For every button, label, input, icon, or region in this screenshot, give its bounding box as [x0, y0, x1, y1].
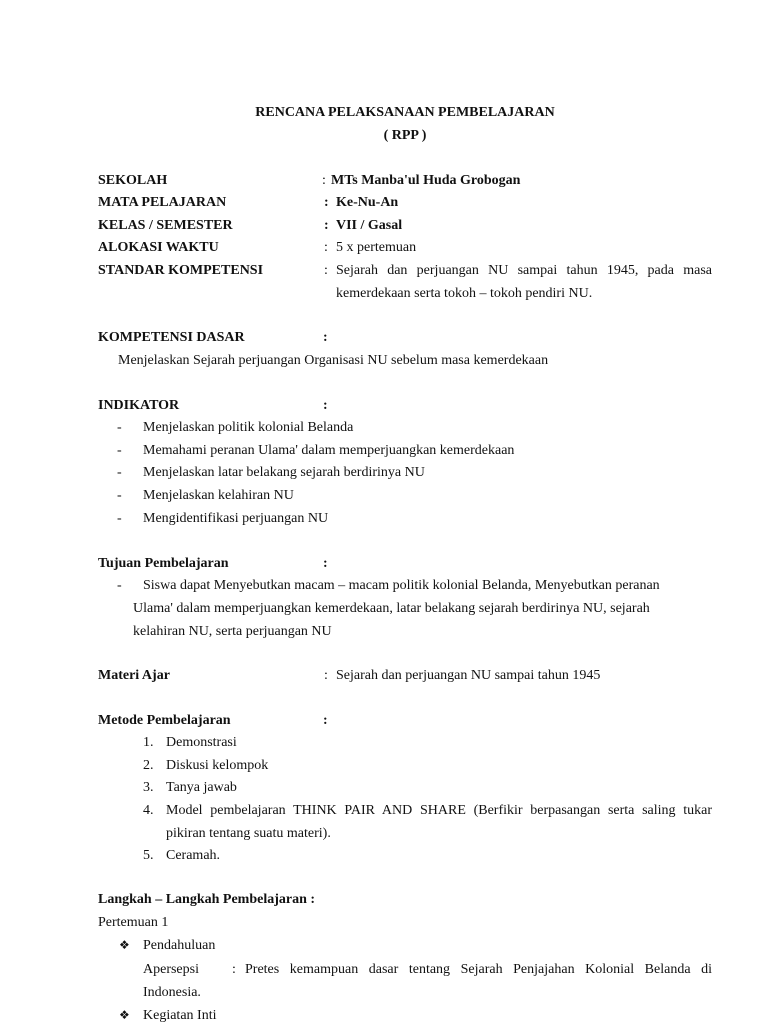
identity-separator: :: [324, 240, 328, 255]
identity-separator: :: [324, 263, 328, 278]
pendahuluan-label: Pendahuluan: [143, 938, 216, 953]
kompetensi-text: Menjelaskan Sejarah perjuangan Organisasi NU sebelum masa kemerdekaan: [118, 353, 549, 368]
metode-item: Ceramah.: [166, 848, 221, 863]
identity-label-class: KELAS / SEMESTER: [98, 218, 233, 233]
pertemuan-label: Pertemuan 1: [98, 915, 169, 930]
identity-label-school: SEKOLAH: [98, 173, 168, 188]
metode-item-number: 1.: [143, 735, 154, 750]
metode-item-number: 2.: [143, 758, 154, 773]
metode-item-number: 5.: [143, 848, 154, 863]
indikator-item: Mengidentifikasi perjuangan NU: [143, 511, 329, 526]
indikator-heading: INDIKATOR: [98, 398, 180, 413]
diamond-bullet-icon: ❖: [119, 1008, 130, 1022]
list-bullet: -: [117, 443, 122, 458]
materi-heading: Materi Ajar: [98, 668, 170, 683]
metode-item: Diskusi kelompok: [166, 758, 269, 773]
indikator-item: Menjelaskan latar belakang sejarah berdirinya NU: [143, 465, 425, 480]
tujuan-text-line1: Siswa dapat Menyebutkan macam – macam politik kolonial Belanda, Menyebutkan peranan: [143, 578, 660, 593]
identity-value-class: VII / Gasal: [336, 218, 403, 233]
tujuan-text-line3: kelahiran NU, serta perjuangan NU: [133, 624, 332, 639]
identity-value-competence-line2: kemerdekaan serta tokoh – tokoh pendiri NU.: [336, 286, 593, 301]
list-bullet: -: [117, 511, 122, 526]
identity-label-competence: STANDAR KOMPETENSI: [98, 263, 264, 278]
indikator-item: Menjelaskan kelahiran NU: [143, 488, 294, 503]
apersepsi-text-line2: Indonesia.: [143, 985, 201, 1000]
list-bullet: -: [117, 465, 122, 480]
identity-value-competence-line1: Sejarah dan perjuangan NU sampai tahun 1945, pada masa: [336, 263, 712, 278]
apersepsi-text-line1: Pretes kemampuan dasar tentang Sejarah Penjajahan Kolonial Belanda di: [245, 962, 712, 977]
diamond-bullet-icon: ❖: [119, 938, 130, 952]
apersepsi-label: Apersepsi: [143, 962, 199, 977]
metode-item-number: 4.: [143, 803, 154, 818]
indikator-item: Menjelaskan politik kolonial Belanda: [143, 420, 354, 435]
identity-label-time: ALOKASI WAKTU: [98, 240, 219, 255]
kompetensi-heading: KOMPETENSI DASAR: [98, 330, 245, 345]
tujuan-separator: :: [323, 556, 328, 571]
identity-separator: :: [324, 218, 329, 233]
identity-value-subject: Ke-Nu-An: [336, 195, 399, 210]
metode-item-continuation: pikiran tentang suatu materi).: [166, 826, 331, 841]
materi-separator: :: [324, 668, 328, 683]
metode-item-number: 3.: [143, 780, 154, 795]
list-bullet: -: [117, 488, 122, 503]
kegiatan-inti-label: Kegiatan Inti: [143, 1008, 217, 1023]
apersepsi-separator: :: [232, 962, 236, 977]
metode-separator: :: [323, 713, 328, 728]
metode-item: Model pembelajaran THINK PAIR AND SHARE (Berfikir berpasangan serta saling tukar: [166, 803, 712, 818]
identity-label-subject: MATA PELAJARAN: [98, 195, 227, 210]
document-subtitle: ( RPP ): [383, 128, 427, 143]
indikator-item: Memahami peranan Ulama' dalam memperjuangkan kemerdekaan: [143, 443, 515, 458]
identity-value-school: MTs Manba'ul Huda Grobogan: [331, 173, 521, 188]
identity-value-time: 5 x pertemuan: [336, 240, 417, 255]
identity-separator: :: [322, 173, 326, 188]
metode-item: Tanya jawab: [166, 780, 237, 795]
list-bullet: -: [117, 578, 122, 593]
kompetensi-separator: :: [323, 330, 328, 345]
materi-text: Sejarah dan perjuangan NU sampai tahun 1945: [336, 668, 601, 683]
document-title: RENCANA PELAKSANAAN PEMBELAJARAN: [255, 105, 555, 120]
identity-separator: :: [324, 195, 329, 210]
langkah-heading: Langkah – Langkah Pembelajaran :: [98, 892, 316, 907]
list-bullet: -: [117, 420, 122, 435]
metode-item: Demonstrasi: [166, 735, 237, 750]
indikator-separator: :: [323, 398, 328, 413]
tujuan-heading: Tujuan Pembelajaran: [98, 556, 229, 571]
metode-heading: Metode Pembelajaran: [98, 713, 231, 728]
tujuan-text-line2: Ulama' dalam memperjuangkan kemerdekaan, latar belakang sejarah berdirinya NU, sejarah: [133, 601, 650, 616]
